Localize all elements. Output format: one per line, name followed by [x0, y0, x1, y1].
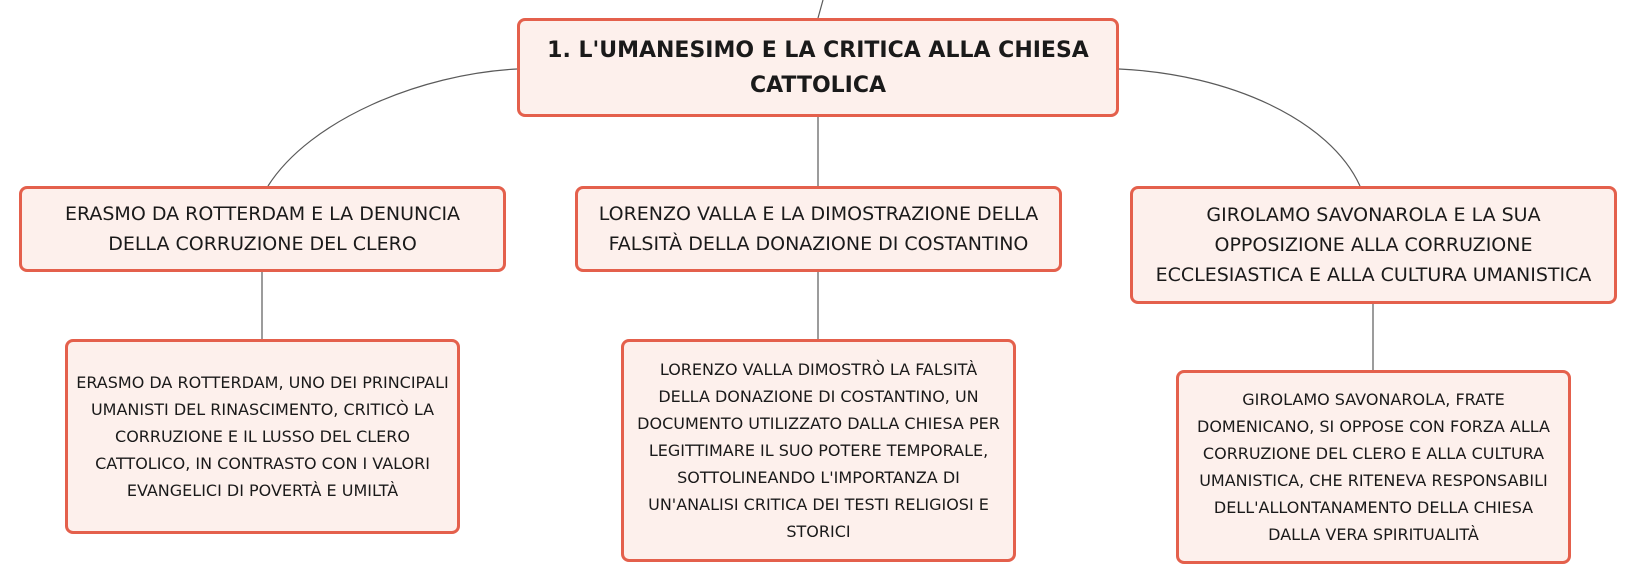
branch-topic-label: GIROLAMO SAVONAROLA E LA SUA OPPOSIZIONE ALLA CORRUZIONE ECCLESIASTICA E ALLA CULTURA UMANISTICA — [1155, 204, 1592, 286]
connector-parent-to-root — [818, 0, 823, 18]
branch-topic-erasmo[interactable] — [19, 186, 506, 272]
branch-topic-savonarola[interactable] — [1130, 186, 1617, 304]
root-topic-label: 1. L'UMANESIMO E LA CRITICA ALLA CHIESA CATTOLICA — [547, 37, 1089, 98]
connector-root-to-branch-3 — [1119, 69, 1360, 186]
branch-topic-valla[interactable] — [575, 186, 1062, 272]
detail-topic-text: GIROLAMO SAVONAROLA, FRATE DOMENICANO, SI OPPOSE CON FORZA ALLA CORRUZIONE DEL CLERO E ALLA CULTURA UMANISTICA, CHE RITENEVA RESPONSABILI DELL'ALLONTANAMENTO DELLA CHIESA DALLA VERA SPIRITUALITÀ — [1197, 390, 1550, 544]
detail-topic-erasmo[interactable] — [65, 339, 460, 534]
connector-root-to-branch-1 — [268, 69, 517, 186]
detail-topic-text: ERASMO DA ROTTERDAM, UNO DEI PRINCIPALI UMANISTI DEL RINASCIMENTO, CRITICÒ LA CORRUZIONE E IL LUSSO DEL CLERO CATTOLICO, IN CONTRASTO CON I VALORI EVANGELICI DI POVERTÀ E UMILTÀ — [76, 373, 449, 500]
detail-topic-text: LORENZO VALLA DIMOSTRÒ LA FALSITÀ DELLA DONAZIONE DI COSTANTINO, UN DOCUMENTO UTILIZZATO DALLA CHIESA PER LEGITTIMARE IL SUO POTERE TEMPORALE, SOTTOLINEANDO L'IMPORTANZA DI UN'ANALISI CRITICA DEI TESTI RELIGIOSI E STORICI — [637, 360, 1000, 541]
root-topic[interactable] — [517, 18, 1119, 117]
detail-topic-valla[interactable] — [621, 339, 1016, 562]
detail-topic-savonarola[interactable] — [1176, 370, 1571, 564]
branch-topic-label: LORENZO VALLA E LA DIMOSTRAZIONE DELLA FALSITÀ DELLA DONAZIONE DI COSTANTINO — [598, 203, 1039, 255]
branch-topic-label: ERASMO DA ROTTERDAM E LA DENUNCIA DELLA CORRUZIONE DEL CLERO — [64, 203, 461, 255]
